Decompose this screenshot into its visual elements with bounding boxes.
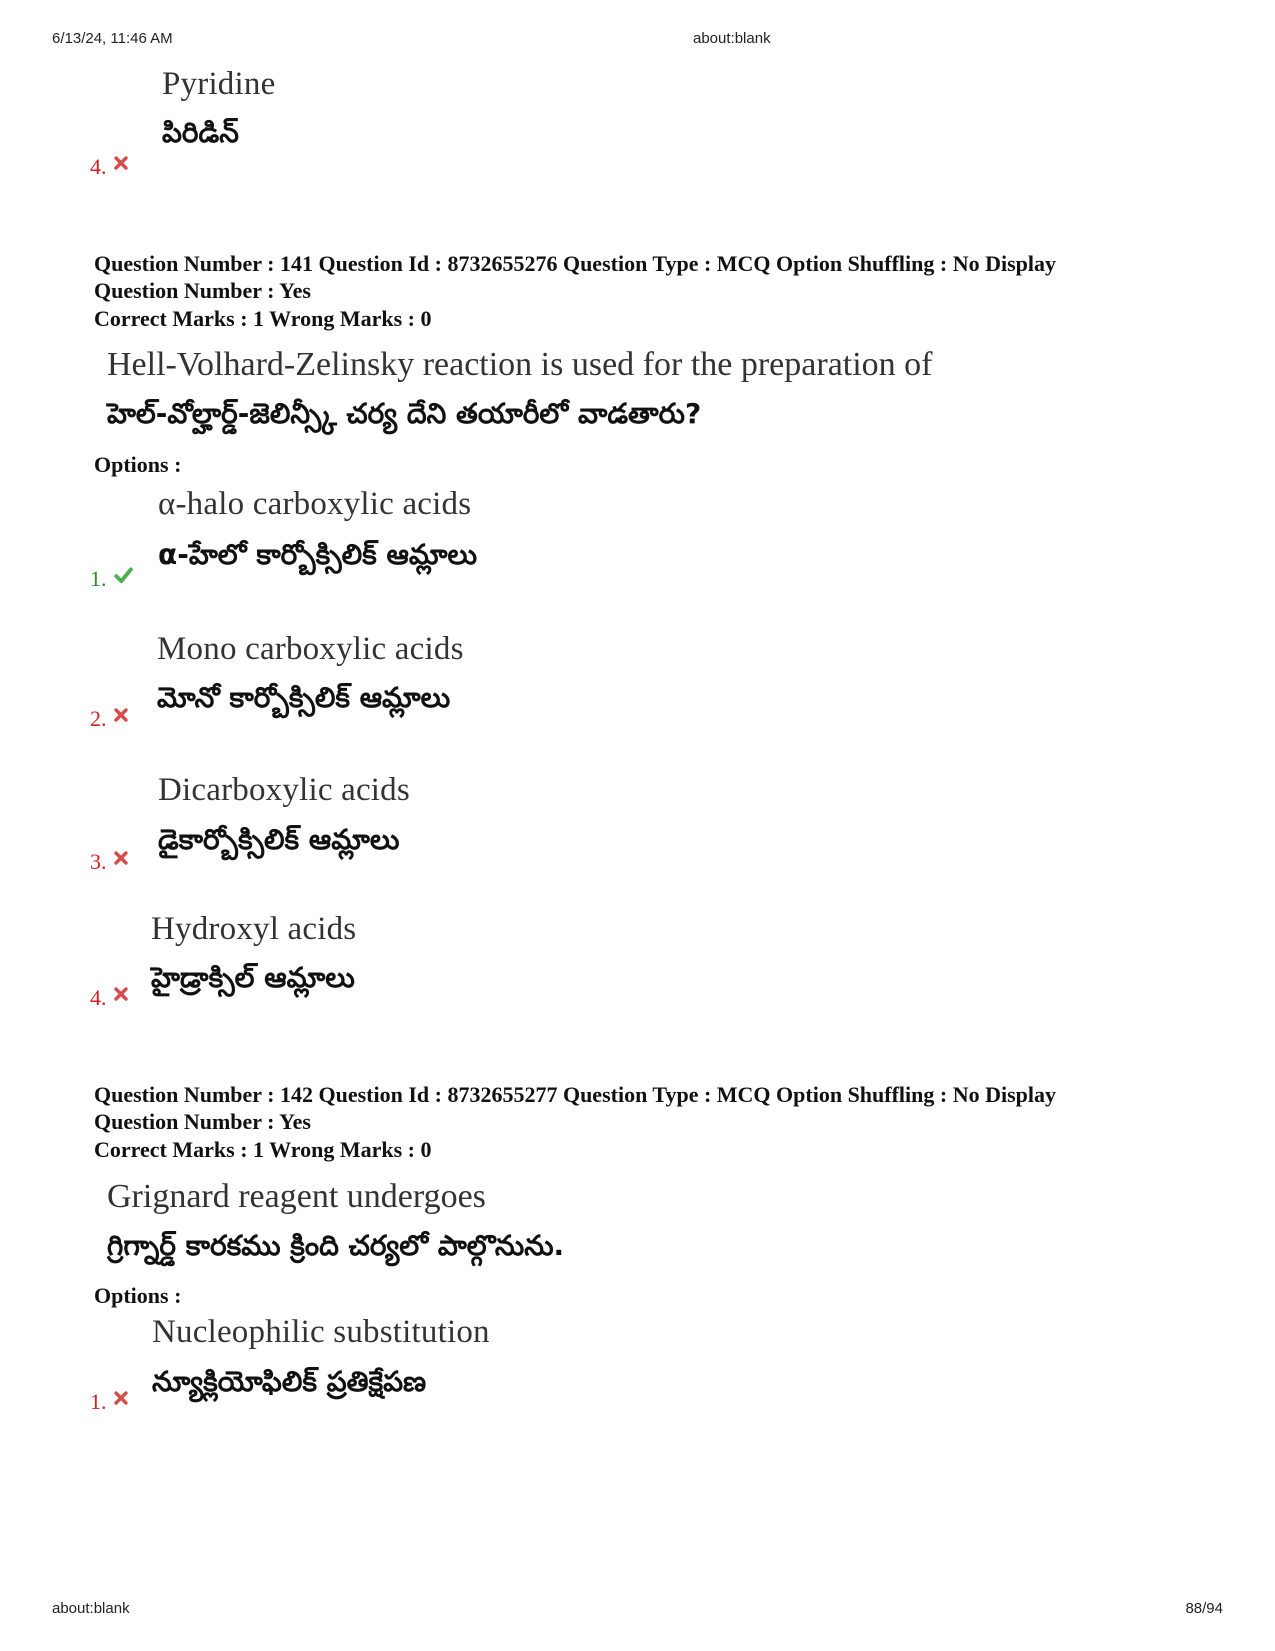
option-text-te: α-హేలో కార్బోక్సిలిక్ ఆమ్లాలు [158,538,478,571]
option-number [90,706,129,732]
question-text-te: గ్రిగ్నార్డ్ కారకము క్రింది చర్యలో పాల్గొనును. [107,1229,565,1262]
option-text-te: న్యూక్లియోఫిలిక్ ప్రతిక్షేపణ [152,1365,427,1398]
cross-icon [113,155,129,171]
option-number-label: 3. [90,849,107,874]
option-number [90,849,129,875]
option-text-te: హైడ్రాక్సిల్ ఆమ్లాలు [151,961,355,994]
cross-icon [113,707,129,723]
options-label: Options : [94,1283,182,1308]
option-text-en: α-halo carboxylic acids [158,486,472,522]
option-number [90,566,133,592]
cross-icon [113,986,129,1002]
options-label: Options : [94,452,182,477]
question-meta [94,250,1184,304]
question-meta [94,1081,1184,1135]
question-text-en: Grignard reagent undergoes [107,1178,486,1215]
print-datetime: 6/13/24, 11:46 AM [52,30,173,47]
cross-icon [113,850,129,866]
question-meta-line1: Question Number : 141 Question Id : 8732655276 Question Type : MCQ Option Shuffling : No Display [94,251,1057,276]
option-text-te: మోనో కార్బోక్సిలిక్ ఆమ్లాలు [157,681,451,714]
option-number [90,1389,129,1415]
question-meta-line2: Question Number : Yes [94,278,311,303]
page-number: 88/94 [1185,1600,1223,1617]
option-number [90,985,129,1011]
prev-option-number-label: 4. [90,154,107,179]
print-url: about:blank [693,30,771,47]
question-meta-line2: Question Number : Yes [94,1109,311,1134]
prev-option-text-en: Pyridine [162,66,276,102]
prev-option-number [90,154,129,180]
prev-option-text-te: పిరిడిన్ [162,116,239,149]
cross-icon [113,1390,129,1406]
option-text-en: Nucleophilic substitution [152,1314,490,1350]
option-text-te: డైకార్బోక్సిలిక్ ఆమ్లాలు [158,823,400,856]
option-text-en: Dicarboxylic acids [158,772,410,808]
option-number-label: 1. [90,1389,107,1414]
question-marks: Correct Marks : 1 Wrong Marks : 0 [94,306,432,331]
option-number-label: 1. [90,566,107,591]
check-icon [113,566,133,584]
option-number-label: 4. [90,985,107,1010]
print-footer-url: about:blank [52,1600,130,1617]
question-meta-line1: Question Number : 142 Question Id : 8732655277 Question Type : MCQ Option Shuffling : No Display [94,1082,1057,1107]
question-marks: Correct Marks : 1 Wrong Marks : 0 [94,1137,432,1162]
option-text-en: Hydroxyl acids [151,911,357,947]
option-text-en: Mono carboxylic acids [157,631,464,667]
question-text-te: హెల్-వోల్హార్డ్-జెలిన్స్కీ చర్య దేని తయారీలో వాడతారు? [107,397,702,430]
option-number-label: 2. [90,706,107,731]
question-text-en: Hell-Volhard-Zelinsky reaction is used for the preparation of [107,346,933,383]
